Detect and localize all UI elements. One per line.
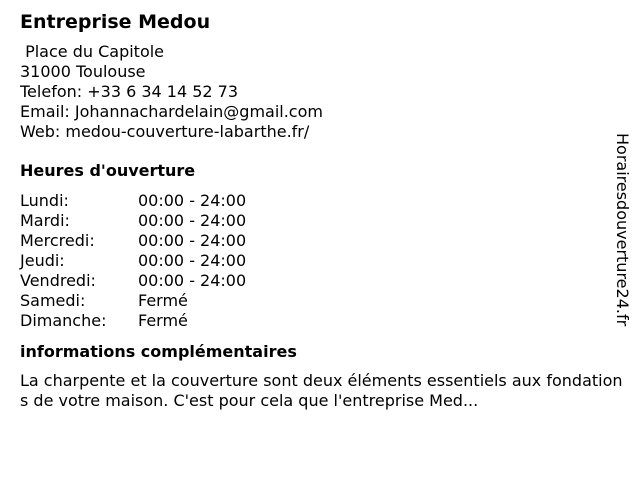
opening-hours-table (20, 191, 620, 331)
hours-row-thursday (20, 251, 620, 271)
business-name: Entreprise Medou (20, 11, 211, 33)
day-label: Vendredi: (20, 271, 96, 290)
additional-info-title: informations complémentaires (20, 342, 297, 361)
time-value: Fermé (138, 311, 188, 330)
hours-row-wednesday (20, 231, 620, 251)
time-value: 00:00 - 24:00 (138, 231, 247, 250)
day-label: Samedi: (20, 291, 86, 310)
additional-info-text: La charpente et la couverture sont deux éléments essentiels aux fondations de votre maison. C'est pour cela que l'entreprise Med... (20, 371, 623, 410)
day-label: Jeudi: (20, 251, 65, 270)
time-value: 00:00 - 24:00 (138, 191, 247, 210)
time-value: Fermé (138, 291, 188, 310)
opening-hours-title: Heures d'ouverture (20, 161, 196, 180)
day-label: Mercredi: (20, 231, 95, 250)
hours-row-sunday (20, 311, 620, 331)
hours-row-friday (20, 271, 620, 291)
day-label: Lundi: (20, 191, 69, 210)
phone-number: Telefon: +33 6 34 14 52 73 (20, 82, 239, 101)
hours-row-monday (20, 191, 620, 211)
hours-row-tuesday (20, 211, 620, 231)
day-label: Mardi: (20, 211, 70, 230)
hours-row-saturday (20, 291, 620, 311)
time-value: 00:00 - 24:00 (138, 271, 247, 290)
address-city: 31000 Toulouse (20, 62, 146, 81)
time-value: 00:00 - 24:00 (138, 211, 247, 230)
email-address: Email: Johannachardelain@gmail.com (20, 102, 323, 121)
day-label: Dimanche: (20, 311, 107, 330)
contact-block (20, 42, 620, 142)
site-watermark: Horairesdouverture24.fr (613, 133, 632, 327)
address-street: Place du Capitole (20, 42, 165, 61)
website-address: Web: medou-couverture-labarthe.fr/ (20, 122, 310, 141)
time-value: 00:00 - 24:00 (138, 251, 247, 270)
